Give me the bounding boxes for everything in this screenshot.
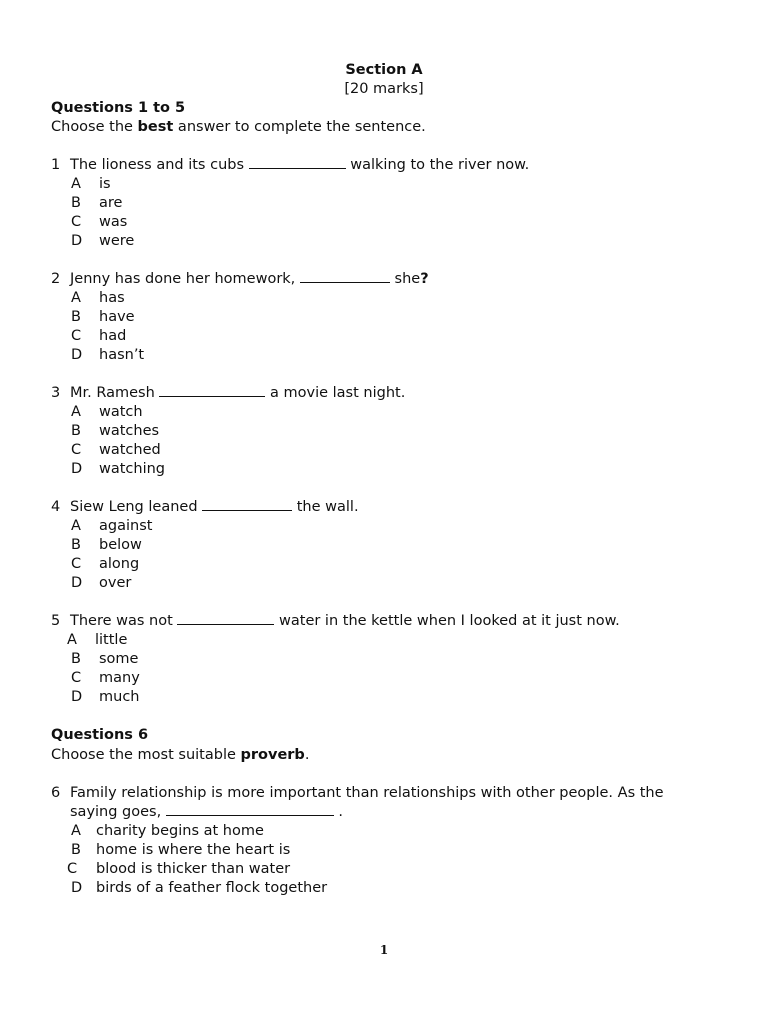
option-b — [71, 841, 290, 860]
option-letter: D — [71, 575, 83, 591]
option-letter: A — [71, 823, 81, 839]
option-letter: A — [67, 632, 77, 648]
question-text: Family relationship is more important than relationships with other people. As the — [70, 785, 664, 801]
option-a — [67, 631, 127, 650]
option-letter: B — [71, 537, 81, 553]
question-number: 2 — [51, 271, 61, 287]
answer-blank — [202, 498, 292, 511]
option-text: charity begins at home — [96, 823, 264, 839]
option-text: watches — [99, 423, 160, 439]
option-letter: C — [71, 442, 82, 458]
option-c — [71, 555, 139, 574]
instruction-text: . — [304, 747, 310, 763]
option-text: birds of a feather flock together — [96, 880, 328, 896]
option-letter: D — [71, 233, 83, 249]
question-6-continued — [70, 803, 343, 822]
part2-heading: Questions 6 — [51, 727, 149, 743]
option-a — [71, 822, 264, 841]
part2-instruction — [51, 746, 309, 765]
section-marks: [20 marks] — [344, 81, 424, 97]
option-text: is — [99, 176, 111, 192]
option-c — [71, 327, 126, 346]
option-letter: C — [71, 556, 82, 572]
question-text: Siew Leng leaned — [70, 499, 203, 515]
option-b — [71, 308, 135, 327]
option-text: watching — [99, 461, 166, 477]
option-text: hasn’t — [99, 347, 145, 363]
question-5 — [51, 612, 620, 631]
answer-blank — [249, 156, 346, 169]
option-text: against — [99, 518, 153, 534]
option-d — [71, 232, 134, 251]
option-text: has — [99, 290, 125, 306]
option-text: was — [99, 214, 128, 230]
option-letter: A — [71, 404, 81, 420]
option-text: watch — [99, 404, 143, 420]
question-3 — [51, 384, 405, 403]
option-text: are — [99, 195, 123, 211]
question-text: . — [333, 804, 344, 820]
option-text: were — [99, 233, 135, 249]
option-c — [71, 213, 127, 232]
answer-blank — [177, 612, 274, 625]
option-text: home is where the heart is — [96, 842, 291, 858]
question-number: 5 — [51, 613, 61, 629]
question-1 — [51, 156, 529, 175]
instruction-emphasis: best — [137, 119, 174, 135]
section-title: Section A — [345, 62, 423, 78]
option-d — [71, 688, 139, 707]
question-number: 4 — [51, 499, 61, 515]
question-text: Jenny has done her homework, — [70, 271, 300, 287]
option-b — [71, 194, 122, 213]
option-letter: C — [71, 328, 82, 344]
answer-blank — [166, 803, 334, 816]
option-text: below — [99, 537, 142, 553]
instruction-text: answer to complete the sentence. — [173, 119, 426, 135]
option-d — [71, 346, 144, 365]
part1-instruction — [51, 118, 426, 137]
page-number: 1 — [379, 943, 389, 957]
question-4 — [51, 498, 359, 517]
part1-heading: Questions 1 to 5 — [51, 100, 186, 116]
option-text: many — [99, 670, 140, 686]
option-text: little — [95, 632, 128, 648]
option-letter: D — [71, 880, 83, 896]
question-text: she — [389, 271, 421, 287]
question-number: 1 — [51, 157, 61, 173]
option-c — [71, 441, 161, 460]
question-text: water in the kettle when I looked at it just now. — [274, 613, 620, 629]
instruction-text: Choose the — [51, 119, 138, 135]
option-letter: B — [71, 195, 81, 211]
question-mark: ? — [420, 271, 429, 287]
option-c — [67, 860, 290, 879]
instruction-text: Choose the most suitable — [51, 747, 241, 763]
answer-blank — [159, 384, 265, 397]
option-text: blood is thicker than water — [96, 861, 291, 877]
question-6 — [51, 784, 664, 803]
question-text: saying goes, — [70, 804, 166, 820]
option-letter: D — [71, 689, 83, 705]
option-text: much — [99, 689, 140, 705]
option-letter: B — [71, 842, 81, 858]
option-letter: C — [67, 861, 78, 877]
question-text: a movie last night. — [265, 385, 406, 401]
question-text: Mr. Ramesh — [70, 385, 160, 401]
option-a — [71, 175, 111, 194]
option-letter: C — [71, 214, 82, 230]
option-letter: A — [71, 176, 81, 192]
option-text: over — [99, 575, 132, 591]
instruction-emphasis: proverb — [240, 747, 305, 763]
option-text: along — [99, 556, 140, 572]
option-b — [71, 650, 138, 669]
option-a — [71, 289, 125, 308]
option-b — [71, 422, 159, 441]
question-text: The lioness and its cubs — [70, 157, 249, 173]
option-text: have — [99, 309, 135, 325]
option-letter: B — [71, 309, 81, 325]
question-2 — [51, 270, 429, 289]
option-c — [71, 669, 140, 688]
option-letter: A — [71, 518, 81, 534]
answer-blank — [300, 270, 390, 283]
question-text: the wall. — [292, 499, 359, 515]
option-text: had — [99, 328, 127, 344]
option-d — [71, 460, 165, 479]
option-text: some — [99, 651, 139, 667]
option-letter: D — [71, 347, 83, 363]
option-b — [71, 536, 142, 555]
question-text: There was not — [70, 613, 178, 629]
option-d — [71, 574, 131, 593]
option-a — [71, 517, 152, 536]
option-letter: D — [71, 461, 83, 477]
option-d — [71, 879, 327, 898]
option-a — [71, 403, 143, 422]
option-letter: B — [71, 423, 81, 439]
question-text: walking to the river now. — [345, 157, 530, 173]
question-number: 6 — [51, 785, 61, 801]
option-letter: B — [71, 651, 81, 667]
option-letter: C — [71, 670, 82, 686]
option-letter: A — [71, 290, 81, 306]
question-number: 3 — [51, 385, 61, 401]
option-text: watched — [99, 442, 161, 458]
